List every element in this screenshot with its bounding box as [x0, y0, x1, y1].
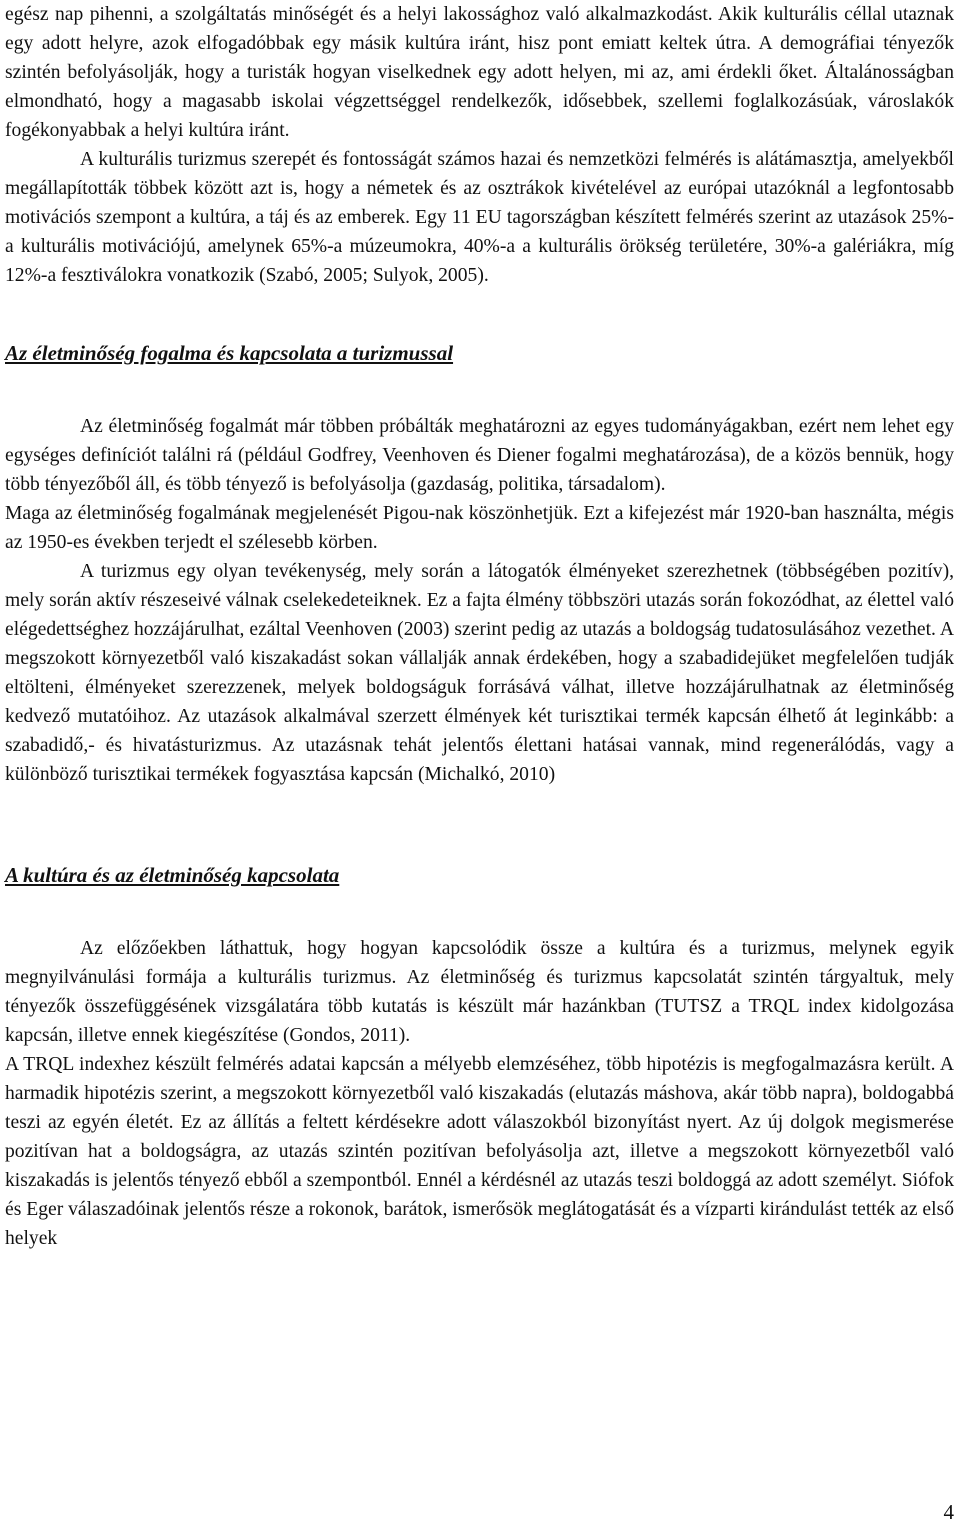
quality-of-life-section: [5, 412, 954, 789]
body-paragraph: Az életminőség fogalmát már többen próbálták meghatározni az egyes tudományágakban, ezért nem lehet egy egységes definíciót találni rá (például Godfrey, Veenhoven és Diener fogalmi meghatározása), de a közös bennük, hogy több tényezőből áll, és több tényező is befolyásolja (gazdaság, politika, társadalom).: [5, 416, 954, 495]
page-number: 4: [943, 1500, 954, 1524]
body-paragraph: A kulturális turizmus szerepét és fontosságát számos hazai és nemzetközi felmérés is alátámasztja, amelyekből megállapították többek között azt is, hogy a németek és az osztrákok kivételével az európai utazóknál a legfontosabb motivációs szempont a kultúra, a táj és az emberek. Egy 11 EU tagországban készített felmérés szerint az utazások 25%-a kulturális motivációjú, amelynek 65%-a múzeumokra, 40%-a a kulturális örökség területére, 30%-a galériákra, míg 12%-a fesztiválokra vonatkozik (Szabó, 2005; Sulyok, 2005).: [5, 149, 954, 286]
document-page: [5, 0, 954, 1253]
body-paragraph: egész nap pihenni, a szolgáltatás minőségét és a helyi lakossághoz való alkalmazkodást. Akik kulturális céllal utaznak egy adott helyre, azok elfogadóbbak egy másik kultúra iránt, hisz pont emiatt keltek útra. A demográfiai tényezők szintén befolyásolják, hogy a turisták hogyan viselkednek egy adott helyen, mi az, ami érdekli őket. Általánosságban elmondható, hogy a magasabb iskolai végzettséggel rendelkezők, idősebbek, szellemi foglalkozásúak, városlakók fogékonyabbak a helyi kultúra iránt.: [5, 4, 954, 141]
section-heading: Az életminőség fogalma és kapcsolata a turizmussal: [5, 341, 454, 365]
culture-quality-of-life-section: [5, 934, 954, 1253]
body-paragraph: A TRQL indexhez készült felmérés adatai kapcsán a mélyebb elemzéséhez, több hipotézis is megfogalmazásra került. A harmadik hipotézis szerint, a megszokott környezetből való kiszakadás (elutazás máshova, akár több napra), boldogabbá teszi az egyén életét. Ez az állítás a feltett kérdésekre adott válaszokból bizonyítást nyert. Az új dolgok megismerése pozitívan hat a boldogságra, az utazás szintén pozitívan befolyásolja azt, illetve a megszokott környezetből való kiszakadás is jelentős tényező ebből a szempontból. Ennél a kérdésnél az utazás teszi boldoggá az adott személyt. Siófok és Eger válaszadóinak jelentős része a rokonok, barátok, ismerősök meglátogatását és a vízparti kirándulást tették az első helyek: [5, 1054, 954, 1249]
section-heading: A kultúra és az életminőség kapcsolata: [5, 863, 340, 887]
body-paragraph: Maga az életminőség fogalmának megjelenését Pigou-nak köszönhetjük. Ezt a kifejezést már 1920-ban használta, mégis az 1950-es években terjedt el szélesebb körben.: [5, 503, 954, 553]
body-paragraph: A turizmus egy olyan tevékenység, mely során a látogatók élményeket szerezhetnek (többségében pozitív), mely során aktív részeseivé válnak cselekedeteiknek. Ez a fajta élmény többszöri utazás során fokozódhat, az élettel való elégedettséghez hozzájárulhat, ezáltal Veenhoven (2003) szerint pedig az utazás a boldogság tudatosulásához vezethet. A megszokott környezetből való kiszakadást sokan vállalják annak érdekében, hogy a szabadidejüket megfelelően tudják eltölteni, élményeket szerezzenek, melyek boldogságuk forrásává válhat, illetve hozzájárulhatnak az életminőség kedvező mutatóihoz. Az utazások alkalmával szerzett élmények két turisztikai termék kapcsán élhető át leginkább: a szabadidő,- és hivatásturizmus. Az utazásnak tehát jelentős élettani hatásai vannak, mind regenerálódás, vagy a különböző turisztikai termékek fogyasztása kapcsán (Michalkó, 2010): [5, 561, 954, 785]
body-paragraph: Az előzőekben láthattuk, hogy hogyan kapcsolódik össze a kultúra és a turizmus, melynek egyik megnyilvánulási formája a kulturális turizmus. Az életminőség és turizmus kapcsolatát szintén tárgyaltuk, mely tényezők összefüggésének vizsgálatára több kutatás is készült már hazánkban (TUTSZ a TRQL index kidolgozása kapcsán, illetve ennek kiegészítése (Gondos, 2011).: [5, 938, 954, 1046]
intro-section: [5, 0, 954, 290]
